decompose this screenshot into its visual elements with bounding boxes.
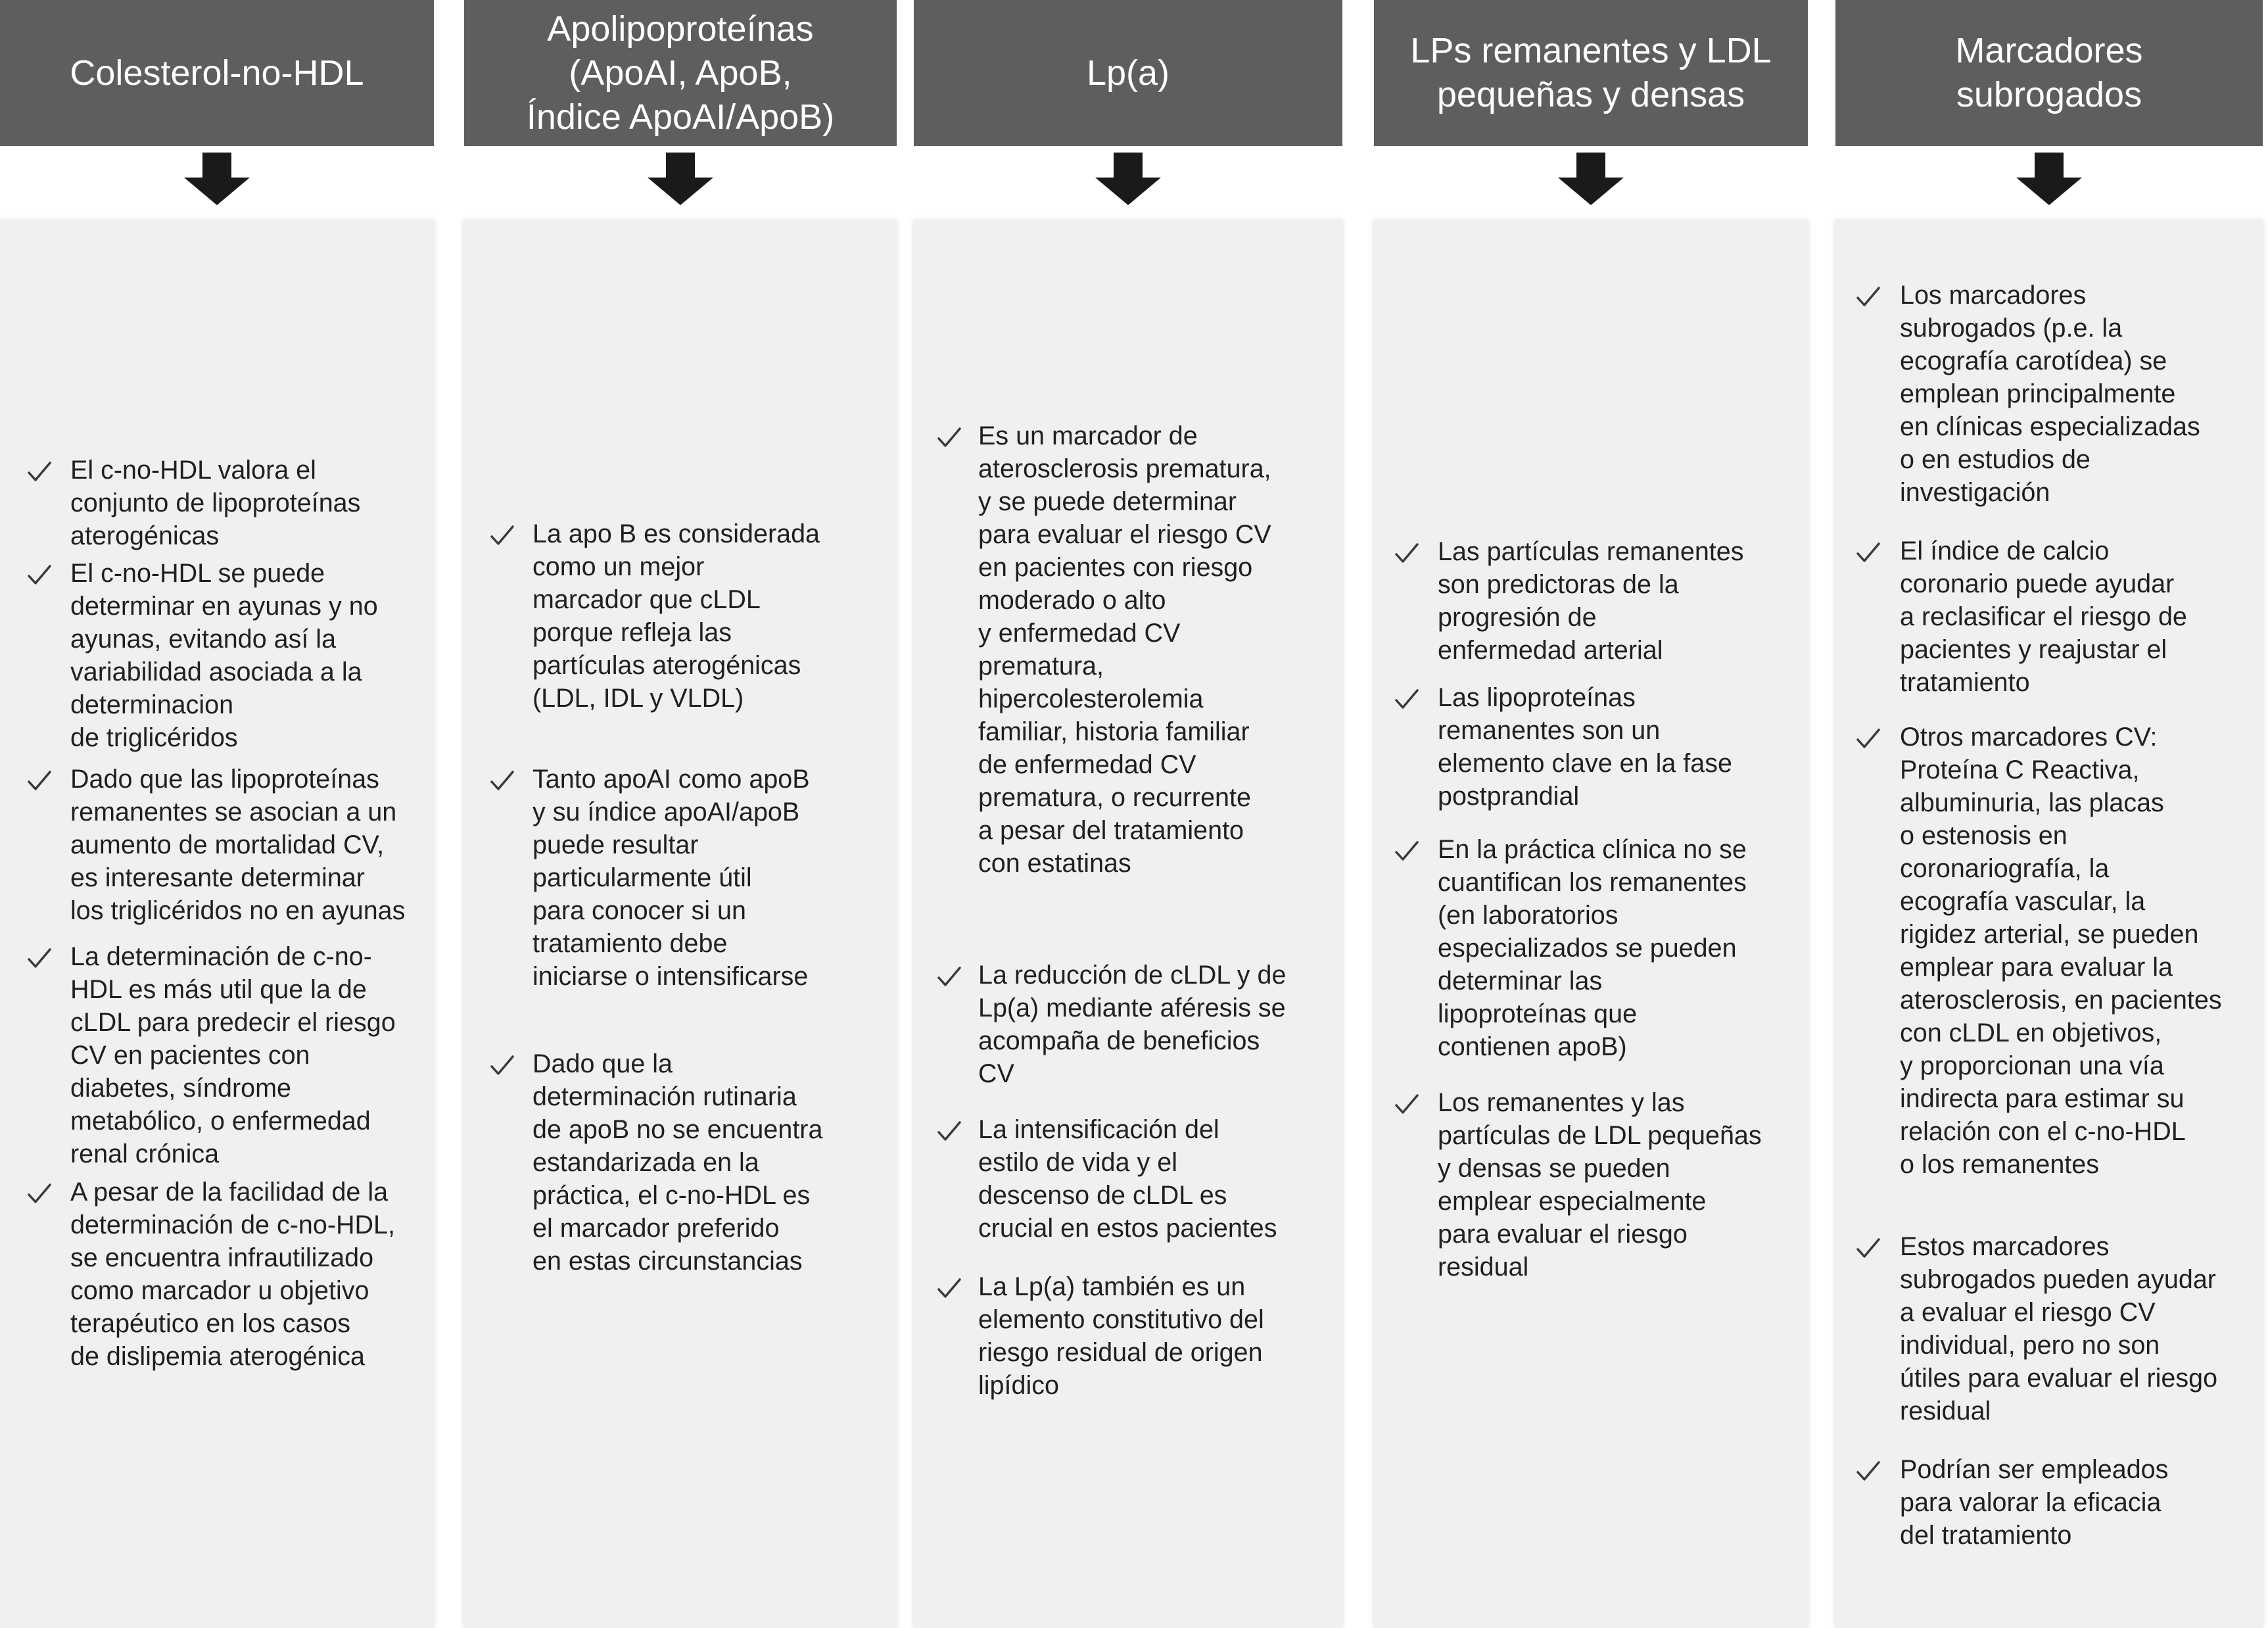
arrow-down-icon	[184, 153, 250, 205]
column-header: Colesterol-no-HDL	[0, 0, 434, 146]
arrow-down-icon	[1095, 153, 1161, 205]
checkmark-icon	[936, 425, 962, 451]
item-text: Podrían ser empleados para valorar la eficacia del tratamiento	[1900, 1455, 2169, 1550]
item-text: Es un marcador de aterosclerosis prematura, y se puede determinar para evaluar el riesgo CV en pacientes con riesgo moderado o alto y enfermedad CV prematura, hipercolesterolemia familiar, historia familiar de enfermedad CV prematura, o recurrente a pesar del tratamiento con estatinas	[978, 421, 1271, 878]
column-lpa	[914, 0, 1342, 1628]
item-text: El c-no-HDL se puede determinar en ayunas y no ayunas, evitando así la variabilidad asociada a la determinacion de triglicéridos	[70, 559, 378, 752]
checkmark-icon	[936, 1276, 962, 1302]
item-text: Estos marcadores subrogados pueden ayudar a evaluar el riesgo CV individual, pero no son útiles para evaluar el riesgo residual	[1900, 1232, 2218, 1425]
checkmark-icon	[26, 1181, 53, 1207]
item-text: Los marcadores subrogados (p.e. la ecografía carotídea) se emplean principalmente en clínicas especializadas o en estudios de investigación	[1900, 281, 2200, 507]
checkmark-icon	[26, 562, 53, 588]
checkmark-icon	[1855, 1235, 1881, 1262]
column-apolipoproteinas	[464, 0, 897, 1628]
item-text: La Lp(a) también es un elemento constitutivo del riesgo residual de origen lipídico	[978, 1272, 1264, 1400]
checkmark-icon	[1394, 540, 1420, 567]
column-header: Apolipoproteínas (ApoAI, ApoB, Índice ApoAI/ApoB)	[464, 0, 897, 146]
item-text: El índice de calcio coronario puede ayudar a reclasificar el riesgo de pacientes y reajustar el tratamiento	[1900, 537, 2187, 697]
checkmark-icon	[26, 459, 53, 485]
item-text: Los remanentes y las partículas de LDL pequeñas y densas se pueden emplear especialmente para evaluar el riesgo residual	[1438, 1088, 1762, 1281]
item-text: En la práctica clínica no se cuantifican los remanentes (en laboratorios especializados se pueden determinar las lipoproteínas que contienen apoB)	[1438, 835, 1747, 1061]
item-text: Dado que la determinación rutinaria de apoB no se encuentra estandarizada en la práctica, el c-no-HDL es el marcador preferido en estas circunstancias	[532, 1049, 823, 1276]
checkmark-icon	[26, 946, 53, 972]
column-colesterol-no-hdl	[0, 0, 434, 1628]
arrow-down-icon	[1558, 153, 1624, 205]
item-text: La intensificación del estilo de vida y el descenso de cLDL es crucial en estos pacientes	[978, 1115, 1277, 1243]
item-text: La reducción de cLDL y de Lp(a) mediante aféresis se acompaña de beneficios CV	[978, 961, 1287, 1088]
checkmark-icon	[26, 768, 53, 794]
column-header: Lp(a)	[914, 0, 1342, 146]
checkmark-icon	[1855, 540, 1881, 566]
item-text: Dado que las lipoproteínas remanentes se asocian a un aumento de mortalidad CV, es interesante determinar los triglicéridos no en ayunas	[70, 765, 406, 925]
column-header: Marcadores subrogados	[1835, 0, 2263, 146]
checkmark-icon	[489, 1053, 515, 1079]
item-text: Las partículas remanentes son predictoras de la progresión de enfermedad arterial	[1438, 537, 1744, 665]
checkmark-icon	[1394, 838, 1420, 865]
item-text: La apo B es considerada como un mejor marcador que cLDL porque refleja las partículas aterogénicas (LDL, IDL y VLDL)	[532, 519, 820, 713]
item-text: El c-no-HDL valora el conjunto de lipoproteínas aterogénicas	[70, 456, 361, 550]
column-marcadores-subrogados	[1835, 0, 2263, 1628]
checkmark-icon	[1855, 1458, 1881, 1485]
arrow-down-icon	[2016, 153, 2082, 205]
item-text: Las lipoproteínas remanentes son un elemento clave en la fase postprandial	[1438, 683, 1732, 811]
checkmark-icon	[936, 1118, 962, 1145]
item-text: Tanto apoAI como apoB y su índice apoAI/apoB puede resultar particularmente útil para conocer si un tratamiento debe iniciarse o intensificarse	[532, 765, 810, 991]
column-header: LPs remanentes y LDL pequeñas y densas	[1374, 0, 1808, 146]
item-text: La determinación de c-no- HDL es más util que la de cLDL para predecir el riesgo CV en pacientes con diabetes, síndrome metabólico, o enfermedad renal crónica	[70, 942, 396, 1168]
checkmark-icon	[1394, 1091, 1420, 1118]
checkmark-icon	[1394, 686, 1420, 713]
item-text: Otros marcadores CV: Proteína C Reactiva, albuminuria, las placas o estenosis en coronariografía, la ecografía vascular, la rigidez arterial, se pueden emplear para evaluar la aterosclerosis, en pacientes con cLDL en objetivos, y proporcionan una vía indirecta para estimar su relación con el c-no-HDL o los remanentes	[1900, 723, 2222, 1179]
checkmark-icon	[489, 768, 515, 794]
checkmark-icon	[1855, 726, 1881, 752]
item-text: A pesar de la facilidad de la determinación de c-no-HDL, se encuentra infrautilizado como marcador u objetivo terapéutico en los casos de dislipemia aterogénica	[70, 1178, 395, 1371]
column-lps-remanentes	[1374, 0, 1808, 1628]
checkmark-icon	[1855, 284, 1881, 310]
checkmark-icon	[489, 523, 515, 549]
checkmark-icon	[936, 964, 962, 990]
arrow-down-icon	[648, 153, 713, 205]
